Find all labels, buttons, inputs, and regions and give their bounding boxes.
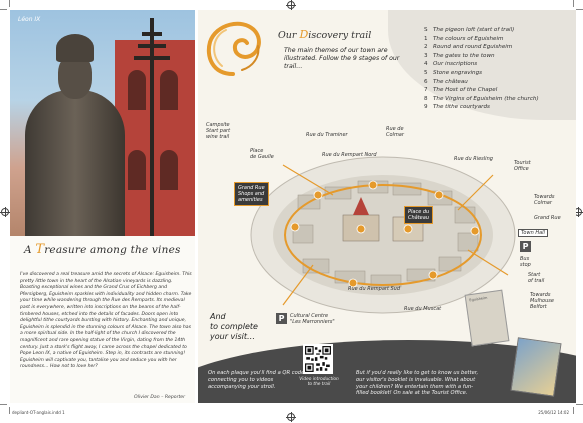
stage-label: The Virgins of Eguisheim (the church) bbox=[433, 95, 539, 102]
body-paragraph: I've discovered a real treasure amid the secrets of Alsace: Eguisheim. This pretty little town in the heart of the Alsatian vineyards is dazzling. Boasting exceptional wines and the Grand Crus of Eichberg and Pfersigberg, Eguisheim sparkles with individuality and hidden charm. Take your time while wandering through the Rue des Remparts. Its medieval past is everywhere, written into inscriptions on the beams of the half-timbered houses, etched into the details of facades. Doors open into delightful tithe courtyards bursting with history. Enchanting and unique, Eguisheim is splendid in the stunning colours of Alsace. The town also has a more spiritual side. In the half-light of the church I discovered the magnificent and rare opening statue of the Virgin, dating from the 14th century. Just a stork's flight away, I came across the chapel dedicated to Pope Leon IX, a native of Eguisheim. Step in, its contrasts are stunning! Eguisheim will captivate you, tantalise you and seduce you with her roundness… How not to love her? bbox=[20, 272, 192, 370]
label-rue-rempart-sud: Rue du Rempart Sud bbox=[348, 286, 401, 292]
right-panel bbox=[198, 10, 576, 403]
stage-label: The colours of Eguisheim bbox=[433, 35, 504, 42]
stage-number: 1 bbox=[424, 35, 428, 42]
label-towards-colmar: Towards Colmar bbox=[534, 194, 555, 206]
label-rue-colmar: Rue de Colmar bbox=[386, 126, 404, 138]
qr-code-icon bbox=[303, 344, 333, 374]
stage-label: Our inscriptions bbox=[433, 61, 478, 68]
label-rue-rempart-nord: Rue du Rempart Nord bbox=[322, 152, 377, 158]
booklet-info-text: But if you'd really like to get to know us better, our visitor's booklet is invaluable. What about your children? We entertain them with a fun-filled booklet! On sale at the Tourist Office. bbox=[356, 370, 479, 397]
stage-number: 6 bbox=[424, 78, 428, 85]
qr-info-text: On each plaque you'll find a QR code connecting you to videos accompanying your stroll. bbox=[208, 370, 305, 390]
stage-label: The pigeon loft (start of trail) bbox=[433, 27, 515, 33]
stage-label: The Host of the Chapel bbox=[433, 87, 498, 94]
stage-label: The gates to the town bbox=[433, 52, 495, 59]
chapel-wall bbox=[115, 40, 195, 236]
trail-intro: The main themes of our town are illustrated. Follow the 9 stages of our trail… bbox=[284, 47, 400, 71]
parking-sign-icon: P bbox=[276, 313, 287, 324]
stage-label: The château bbox=[433, 78, 468, 85]
stage-number: 5 bbox=[424, 69, 428, 76]
papal-cross-bar bbox=[138, 44, 166, 48]
stage-number: 9 bbox=[424, 104, 428, 111]
stage-item bbox=[424, 86, 574, 95]
left-panel bbox=[10, 10, 195, 403]
stage-item bbox=[424, 95, 574, 104]
label-rue-traminer: Rue du Traminer bbox=[306, 132, 348, 138]
chapel-window bbox=[128, 150, 146, 190]
print-date: 25/06/12 14:02 bbox=[538, 410, 569, 415]
label-bus-stop: Bus stop bbox=[520, 256, 531, 268]
crop-mark bbox=[573, 407, 574, 414]
stage-item bbox=[424, 43, 574, 52]
stage-number: 4 bbox=[424, 61, 428, 68]
statue-body bbox=[25, 90, 125, 236]
crop-mark bbox=[0, 404, 7, 405]
label-campsite: Campsite Start part wine trail bbox=[206, 122, 231, 140]
stage-label: Stone engravings bbox=[433, 69, 483, 76]
photo-caption: Léon IX bbox=[18, 16, 41, 23]
label-tourist-office: Tourist Office bbox=[514, 160, 531, 172]
trail-title-rest: iscovery trail bbox=[308, 30, 372, 41]
statue-photo bbox=[10, 10, 195, 236]
crop-mark bbox=[576, 404, 583, 405]
crop-mark bbox=[576, 9, 583, 10]
label-town-hall: Town Hall bbox=[518, 229, 548, 237]
label-grand-rue-shops: Grand Rue Shops and amenities bbox=[234, 182, 269, 206]
stage-number: S bbox=[424, 27, 428, 33]
children-booklet-image bbox=[510, 337, 561, 397]
label-place-chateau: Place du Château bbox=[404, 206, 433, 224]
stage-item bbox=[424, 78, 574, 87]
papal-cross-staff bbox=[150, 18, 154, 236]
title-prefix: A bbox=[24, 244, 36, 256]
registration-mark-bottom bbox=[287, 413, 295, 421]
trail-title-prefix: Our bbox=[278, 30, 300, 41]
crop-mark bbox=[9, 407, 10, 414]
parking-sign-icon: P bbox=[520, 241, 531, 252]
stage-item bbox=[424, 35, 574, 44]
qr-caption: Video introduction to the trail bbox=[299, 377, 339, 388]
chapel-window bbox=[128, 70, 146, 110]
label-grand-rue: Grand Rue bbox=[534, 215, 561, 221]
crop-mark bbox=[9, 0, 10, 7]
papal-cross-bar bbox=[134, 56, 170, 60]
label-rue-muscat: Rue du Muscat bbox=[404, 306, 442, 312]
section-title bbox=[24, 242, 181, 257]
title-rest: reasure among the vines bbox=[44, 244, 181, 256]
stage-number: 3 bbox=[424, 52, 428, 59]
crop-mark bbox=[573, 0, 574, 7]
swirl-logo-icon bbox=[202, 16, 264, 78]
label-towards-mulhouse: Towards Mulhouse Belfort bbox=[530, 292, 554, 310]
registration-mark-left bbox=[1, 208, 9, 216]
stage-item bbox=[424, 60, 574, 69]
stages-list bbox=[424, 26, 574, 112]
registration-mark-top bbox=[287, 1, 295, 9]
stage-item bbox=[424, 103, 574, 112]
booklet-cover-title: Eguisheim bbox=[469, 295, 488, 303]
stage-number: 8 bbox=[424, 95, 428, 102]
stage-number: 7 bbox=[424, 87, 428, 94]
crop-mark bbox=[0, 9, 7, 10]
cultural-centre-label: Cultural Centre "Les Marronniers" bbox=[290, 313, 335, 326]
stage-number: 2 bbox=[424, 44, 428, 51]
complete-visit-heading: And to complete your visit… bbox=[210, 312, 258, 341]
papal-cross-bar bbox=[142, 32, 162, 36]
stage-item bbox=[424, 69, 574, 78]
label-start-trail: Start of trail bbox=[528, 272, 545, 284]
trail-title-initial: D bbox=[299, 28, 309, 41]
label-place-de-gaulle: Place de Gaulle bbox=[250, 148, 274, 160]
stage-label: The tithe courtyards bbox=[433, 104, 490, 111]
file-slug: depliant-OT-anglais.indd 1 bbox=[12, 410, 65, 415]
author-signature: Olivier Dan – Reporter bbox=[134, 395, 185, 400]
chapel-window bbox=[160, 150, 178, 190]
chapel-window bbox=[160, 70, 178, 110]
title-initial: T bbox=[35, 242, 45, 257]
stage-item bbox=[424, 52, 574, 61]
label-rue-riesling: Rue du Riesling bbox=[454, 156, 493, 162]
visitor-booklet-image bbox=[465, 290, 510, 347]
statue-hat bbox=[56, 34, 94, 62]
trail-title bbox=[278, 28, 371, 41]
stage-label: Round and round Eguisheim bbox=[433, 44, 513, 51]
stage-item bbox=[424, 26, 574, 35]
